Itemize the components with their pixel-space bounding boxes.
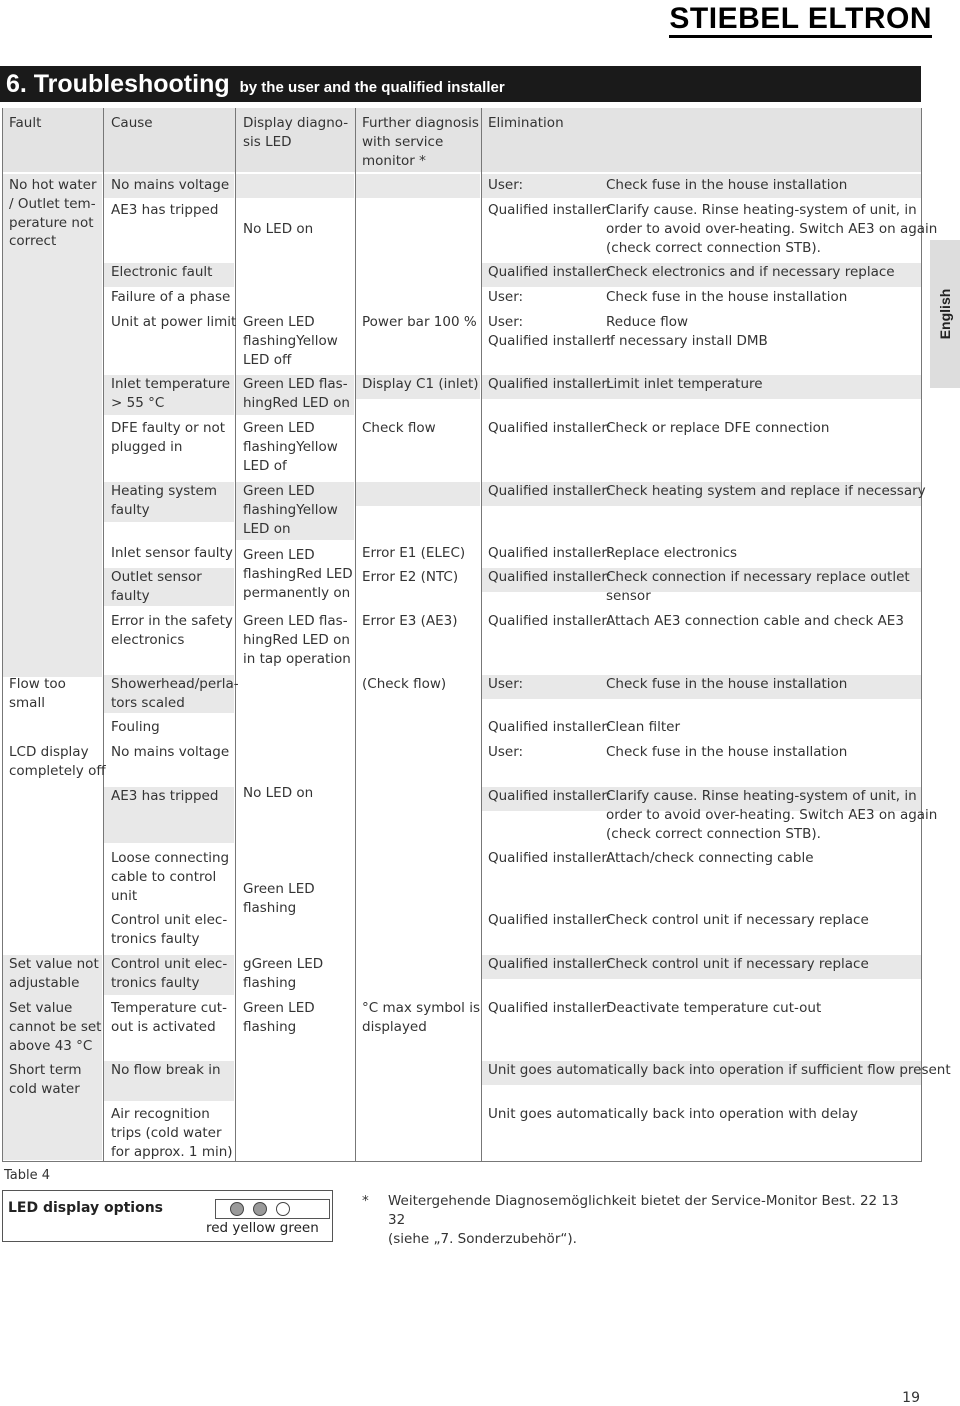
footnote-text: Weitergehende Diagnosemöglichkeit bietet der Service-Monitor Best. 22 13 32 (siehe „7. Sonderzubehör“). [388,1193,899,1247]
language-tab [930,240,960,388]
cause-cell: Inlet temperature > 55 °C [111,376,231,411]
column-divider [235,108,236,1161]
elimination-action: Check control unit if necessary replace [606,956,869,972]
elimination-action: Attach AE3 connection cable and check AE3 [606,613,904,629]
led-green-icon [276,1202,290,1216]
elimination-action: Replace electronics [606,545,738,561]
display-cell: Green LED flashing [243,1000,315,1035]
diagnosis-cell: Display C1 (inlet) [362,376,479,392]
section-title-bar [0,66,921,102]
display-cell: Green LED flashingRed LED permanently on [243,547,353,601]
diagnosis-cell: Error E1 (ELEC) [362,545,466,561]
column-divider [481,108,482,1161]
led-red-icon [230,1202,244,1216]
header-display-led: Display diagno- sis LED [243,115,349,150]
fault-no-hot-water: No hot water / Outlet tem- perature not correct [9,177,97,250]
elimination-action: Check fuse in the house installation [606,676,848,692]
page-number: 19 [902,1390,920,1406]
header-cause: Cause [111,115,153,131]
cause-cell: Heating system faulty [111,483,217,518]
elimination-action: Limit inlet temperature [606,376,763,392]
display-cell: Green LED flashingYellow LED of [243,420,338,474]
diagnosis-band [356,482,480,506]
diagnosis-cell: Error E2 (NTC) [362,569,459,585]
cause-cell: No mains voltage [111,177,230,193]
led-display-options [2,1190,333,1242]
cause-cell: AE3 has tripped [111,788,219,804]
cause-cell: DFE faulty or not plugged in [111,420,226,455]
diagnosis-cell: Error E3 (AE3) [362,613,458,629]
display-cell: Green LED flas- hingRed LED on [243,376,350,411]
auto-restart-note: Unit goes automatically back into operation with delay [488,1106,859,1122]
elimination-who: Qualified installer: [488,264,612,280]
cause-cell: Showerhead/perla- tors scaled [111,676,239,711]
elimination-who: Qualified installer: [488,788,612,804]
display-band [236,174,354,198]
elimination-action: Reduce flow If necessary install DMB [606,314,768,349]
elimination-action: Clarify cause. Rinse heating-system of unit, in order to avoid over-heating. Switch AE3 on again (check correct connection STB). [606,788,938,842]
elimination-who: User: [488,744,524,760]
cause-cell: AE3 has tripped [111,202,219,218]
auto-restart-note: Unit goes automatically back into operation if sufficient flow present [488,1062,951,1078]
diagnosis-cell: °C max symbol is displayed [362,1000,480,1035]
column-divider [355,108,356,1161]
header-elimination: Elimination [488,115,564,131]
fault-set-value-43: Set value cannot be set above 43 °C [9,1000,102,1054]
elimination-who: User: Qualified installer: [488,314,612,349]
cause-cell: Error in the safety electronics [111,613,233,648]
elimination-action: Deactivate temperature cut-out [606,1000,822,1016]
elimination-action: Check fuse in the house installation [606,177,848,193]
cause-cell: Control unit elec- tronics faulty [111,956,228,991]
column-divider [103,108,104,1161]
elimination-action: Check connection if necessary replace outlet sensor [606,569,910,604]
elimination-who: User: [488,289,524,305]
cause-cell: No flow break in [111,1062,221,1078]
display-cell: gGreen LED flashing [243,956,324,991]
elimination-action: Check control unit if necessary replace [606,912,869,928]
section-title: 6. Troubleshooting [6,69,230,98]
fault-lcd-off: LCD display completely off [9,744,106,779]
header-further-diagnosis: Further diagnosis with service monitor * [362,115,479,169]
elimination-who: Qualified installer: [488,545,612,561]
elimination-who: Qualified installer: [488,850,612,866]
led-yellow-icon [253,1202,267,1216]
display-cell: No LED on [243,785,314,801]
elimination-who: User: [488,177,524,193]
column-divider [2,108,3,1161]
cause-cell: Electronic fault [111,264,213,280]
cause-cell: Failure of a phase [111,289,231,305]
led-options-label: LED display options [8,1200,164,1216]
display-cell: Green LED flashing [243,881,315,916]
diagnosis-band [356,174,480,198]
brand-logo: STIEBEL ELTRON [669,4,932,38]
cause-cell: Control unit elec- tronics faulty [111,912,228,947]
elimination-action: Attach/check connecting cable [606,850,814,866]
cause-cell: No mains voltage [111,744,230,760]
diagnosis-cell: (Check flow) [362,676,447,692]
elimination-who: Qualified installer: [488,569,612,585]
display-cell: Green LED flas- hingRed LED on in tap operation [243,613,351,667]
cause-cell: Loose connecting cable to control unit [111,850,230,904]
fault-set-value-not-adjustable: Set value not adjustable [9,956,99,991]
elimination-who: Qualified installer: [488,1000,612,1016]
elimination-who: Qualified installer: [488,483,612,499]
fault-short-term-cold: Short term cold water [9,1062,82,1097]
section-subtitle: by the user and the qualified installer [239,78,505,96]
cause-cell: Unit at power limit [111,314,237,330]
elimination-action: Check electronics and if necessary replace [606,264,895,280]
fault-flow-too-small: Flow too small [9,676,66,711]
footnote-marker: * [362,1193,369,1209]
cause-cell: Air recognition trips (cold water for approx. 1 min) [111,1106,233,1160]
elimination-action: Check fuse in the house installation [606,289,848,305]
elimination-who: Qualified installer: [488,202,612,218]
elimination-action: Clarify cause. Rinse heating-system of unit, in order to avoid over-heating. Switch AE3 on again (check correct connection STB). [606,202,938,256]
led-indicator-strip [215,1199,330,1219]
elimination-who: Qualified installer: [488,420,612,436]
cause-cell: Fouling [111,719,160,735]
elimination-who: Qualified installer: [488,956,612,972]
display-cell: No LED on [243,221,314,237]
table-caption: Table 4 [4,1168,51,1183]
elimination-action: Clean filter [606,719,681,735]
elimination-action: Check heating system and replace if necessary [606,483,926,499]
elimination-who: User: [488,676,524,692]
diagnosis-cell: Check flow [362,420,436,436]
elimination-action: Check fuse in the house installation [606,744,848,760]
column-divider [921,108,922,1161]
cause-cell: Temperature cut- out is activated [111,1000,227,1035]
header-fault: Fault [9,115,42,131]
elimination-who: Qualified installer: [488,912,612,928]
elimination-who: Qualified installer: [488,719,612,735]
elimination-action: Check or replace DFE connection [606,420,830,436]
diagnosis-cell: Power bar 100 % [362,314,477,330]
cause-cell: Inlet sensor faulty [111,545,233,561]
display-cell: Green LED flashingYellow LED off [243,314,338,368]
cause-cell: Outlet sensor faulty [111,569,202,604]
led-color-labels: red yellow green [206,1220,319,1236]
elimination-who: Qualified installer: [488,613,612,629]
language-label: English [937,288,953,340]
elimination-who: Qualified installer: [488,376,612,392]
display-cell: Green LED flashingYellow LED on [243,483,338,537]
